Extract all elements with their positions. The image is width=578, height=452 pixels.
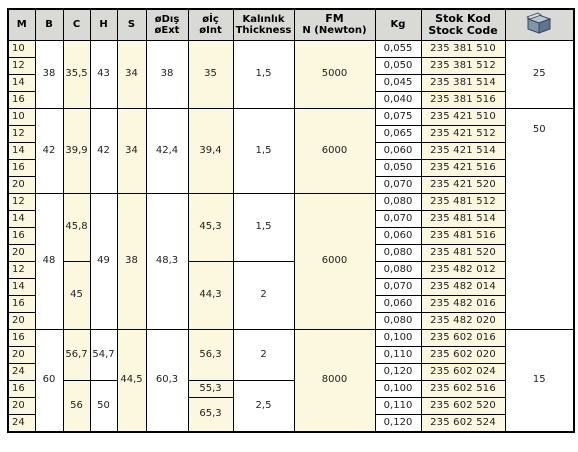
cell-b: 38: [35, 40, 63, 108]
cell-kg: 0,070: [375, 210, 421, 227]
cell-kg: 0,055: [375, 40, 421, 57]
cell-kg: 0,110: [375, 397, 421, 414]
cell-kg: 0,045: [375, 74, 421, 91]
header-fm-line2: N (Newton): [302, 25, 367, 37]
table-row: [8, 40, 574, 57]
header-stock-line1: Stok Kod: [435, 11, 491, 25]
header-c: C: [63, 9, 90, 40]
cell-stock-code: 235 481 516: [421, 227, 505, 244]
cell-fm: 8000: [294, 329, 375, 432]
cell-fm: 6000: [294, 108, 375, 193]
cell-stock-code: 235 421 520: [421, 176, 505, 193]
cell-m: 14: [8, 142, 35, 159]
cell-c: 35,5: [63, 40, 90, 108]
cell-h: 42: [90, 108, 117, 193]
cell-thickness: 2: [233, 329, 294, 380]
cell-m: 12: [8, 125, 35, 142]
header-ext: [146, 9, 188, 40]
cell-stock-code: 235 421 510: [421, 108, 505, 125]
cell-pack: 50: [505, 108, 574, 329]
cell-m: 16: [8, 380, 35, 397]
header-fm-line1: FM: [325, 12, 344, 26]
header-stock-code: [421, 9, 505, 40]
cell-int: 35: [188, 40, 233, 108]
table-row: [8, 329, 574, 346]
cell-stock-code: 235 481 512: [421, 193, 505, 210]
cell-m: 10: [8, 40, 35, 57]
cell-m: 20: [8, 244, 35, 261]
cell-thickness: 2,5: [233, 380, 294, 432]
cell-s: 34: [117, 40, 146, 108]
cell-s: 44,5: [117, 329, 146, 432]
cell-h: 43: [90, 40, 117, 108]
header-ext-line1: øDış: [154, 13, 180, 25]
table-row: [8, 193, 574, 210]
box-icon: [525, 11, 553, 38]
cell-int: 39,4: [188, 108, 233, 193]
cell-stock-code: 235 602 516: [421, 380, 505, 397]
cell-kg: 0,100: [375, 380, 421, 397]
cell-b: 42: [35, 108, 63, 193]
header-stock-line2: Stock Code: [428, 23, 498, 37]
cell-m: 10: [8, 108, 35, 125]
cell-int: 56,3: [188, 329, 233, 380]
cell-s: 38: [117, 193, 146, 329]
header-ext-line2: øExt: [154, 24, 180, 36]
cell-m: 16: [8, 91, 35, 108]
cell-kg: 0,080: [375, 244, 421, 261]
cell-kg: 0,100: [375, 329, 421, 346]
cell-m: 14: [8, 210, 35, 227]
cell-kg: 0,120: [375, 414, 421, 432]
header-m: M: [8, 9, 35, 40]
cell-b: 60: [35, 329, 63, 432]
cell-int: 65,3: [188, 397, 233, 432]
header-thickness: [233, 9, 294, 40]
cell-pack: 25: [505, 40, 574, 108]
cell-s: 34: [117, 108, 146, 193]
cell-stock-code: 235 421 516: [421, 159, 505, 176]
cell-thickness: 1,5: [233, 40, 294, 108]
product-spec-table: [7, 8, 575, 433]
cell-m: 14: [8, 278, 35, 295]
cell-ext: 38: [146, 40, 188, 108]
cell-kg: 0,080: [375, 312, 421, 329]
cell-m: 12: [8, 261, 35, 278]
cell-ext: 42,4: [146, 108, 188, 193]
cell-c: 39,9: [63, 108, 90, 193]
cell-kg: 0,060: [375, 295, 421, 312]
cell-m: 24: [8, 363, 35, 380]
cell-thickness: 1,5: [233, 108, 294, 193]
cell-m: 20: [8, 346, 35, 363]
header-fm: [294, 9, 375, 40]
cell-m: 12: [8, 193, 35, 210]
header-s: S: [117, 9, 146, 40]
cell-h: 54,7: [90, 329, 117, 380]
cell-int: 55,3: [188, 380, 233, 397]
cell-stock-code: 235 421 514: [421, 142, 505, 159]
cell-fm: 5000: [294, 40, 375, 108]
header-kg: Kg: [375, 9, 421, 40]
header-int: [188, 9, 233, 40]
cell-kg: 0,070: [375, 176, 421, 193]
cell-m: 12: [8, 57, 35, 74]
cell-kg: 0,070: [375, 278, 421, 295]
cell-fm: 6000: [294, 193, 375, 329]
header-h: H: [90, 9, 117, 40]
header-int-line1: øİç: [202, 13, 219, 25]
cell-stock-code: 235 381 512: [421, 57, 505, 74]
cell-kg: 0,065: [375, 125, 421, 142]
cell-stock-code: 235 482 014: [421, 278, 505, 295]
cell-stock-code: 235 481 520: [421, 244, 505, 261]
cell-ext: 60,3: [146, 329, 188, 432]
cell-stock-code: 235 421 512: [421, 125, 505, 142]
header-row: [8, 9, 574, 40]
cell-c: 56: [63, 380, 90, 432]
cell-m: 16: [8, 295, 35, 312]
cell-kg: 0,120: [375, 363, 421, 380]
cell-stock-code: 235 381 514: [421, 74, 505, 91]
cell-thickness: 1,5: [233, 193, 294, 261]
header-pack: [505, 9, 574, 40]
cell-pack: 15: [505, 329, 574, 432]
cell-stock-code: 235 482 012: [421, 261, 505, 278]
cell-c: 45,8: [63, 193, 90, 261]
cell-m: 16: [8, 159, 35, 176]
cell-stock-code: 235 602 520: [421, 397, 505, 414]
cell-thickness: 2: [233, 261, 294, 329]
cell-kg: 0,080: [375, 193, 421, 210]
cell-kg: 0,060: [375, 227, 421, 244]
cell-c: 56,7: [63, 329, 90, 380]
header-b: B: [35, 9, 63, 40]
cell-stock-code: 235 482 016: [421, 295, 505, 312]
cell-int: 45,3: [188, 193, 233, 261]
header-thickness-line1: Kalınlık: [242, 13, 285, 25]
table-row: [8, 380, 574, 397]
header-int-line2: øInt: [199, 24, 222, 36]
cell-c: 45: [63, 261, 90, 329]
cell-m: 20: [8, 312, 35, 329]
cell-stock-code: 235 482 020: [421, 312, 505, 329]
cell-kg: 0,050: [375, 57, 421, 74]
cell-stock-code: 235 602 016: [421, 329, 505, 346]
cell-kg: 0,110: [375, 346, 421, 363]
cell-kg: 0,060: [375, 142, 421, 159]
cell-m: 20: [8, 397, 35, 414]
cell-b: 48: [35, 193, 63, 329]
cell-m: 16: [8, 329, 35, 346]
cell-kg: 0,050: [375, 159, 421, 176]
header-thickness-line2: Thickness: [235, 24, 292, 36]
cell-kg: 0,080: [375, 261, 421, 278]
cell-int: 44,3: [188, 261, 233, 329]
cell-m: 16: [8, 227, 35, 244]
cell-stock-code: 235 381 510: [421, 40, 505, 57]
cell-m: 24: [8, 414, 35, 432]
cell-kg: 0,040: [375, 91, 421, 108]
cell-stock-code: 235 602 020: [421, 346, 505, 363]
cell-stock-code: 235 481 514: [421, 210, 505, 227]
cell-m: 20: [8, 176, 35, 193]
cell-h: 50: [90, 380, 117, 432]
cell-m: 14: [8, 74, 35, 91]
cell-stock-code: 235 381 516: [421, 91, 505, 108]
cell-stock-code: 235 602 524: [421, 414, 505, 432]
cell-ext: 48,3: [146, 193, 188, 329]
cell-stock-code: 235 602 024: [421, 363, 505, 380]
cell-kg: 0,075: [375, 108, 421, 125]
table-row: [8, 108, 574, 125]
cell-h: 49: [90, 193, 117, 329]
